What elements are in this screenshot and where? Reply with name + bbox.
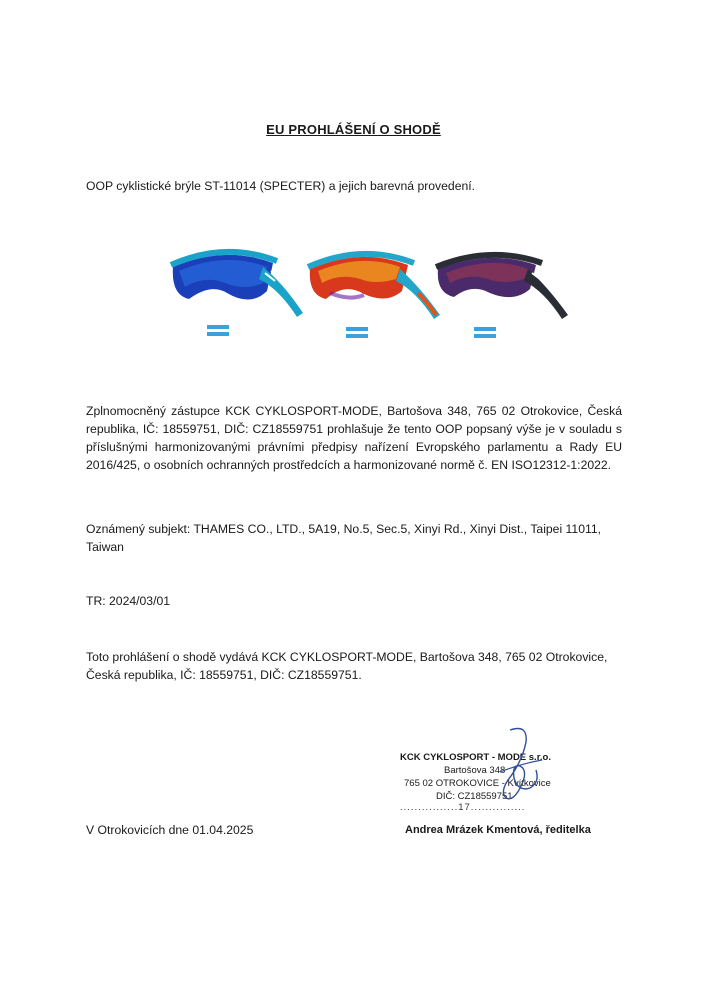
stamp-vat: DIČ: CZ18559751	[436, 791, 513, 802]
stamp-dotted-line: ................17...............	[400, 802, 526, 813]
page-title: EU PROHLÁŠENÍ O SHODĚ	[266, 122, 441, 137]
representative-statement: Zplnomocněný zástupce KCK CYKLOSPORT-MODE, Bartošova 348, 765 02 Otrokovice, Česká republika, IČ: 18559751, DIČ: CZ18559751 prohlašuje že tento OOP popsaný výše je v souladu s příslušnými harmonizovanými právními předpisy nařízení Evropského parlamentu a Rady EU 2016/425, o osobních ochranných prostředcích a harmonizované normě č. EN ISO12312-1:2022.	[86, 404, 622, 472]
place-date: V Otrokovicích dne 01.04.2025	[86, 823, 254, 837]
tr-line: TR: 2024/03/01	[86, 594, 171, 608]
product-description: OOP cyklistické brýle ST-11014 (SPECTER) a jejich barevná provedení.	[86, 179, 476, 193]
glasses-black-image	[418, 243, 578, 355]
stamp-company: KCK CYKLOSPORT - MODE s.r.o.	[400, 752, 551, 763]
signer-name: Andrea Mrázek Kmentová, ředitelka	[405, 824, 591, 836]
handwritten-signature	[470, 722, 560, 807]
stamp-city: 765 02 OTROKOVICE - Kvítkovice	[404, 778, 551, 789]
stamp-street: Bartošova 348	[444, 765, 506, 776]
product-images	[0, 243, 707, 355]
notified-body: Oznámený subjekt: THAMES CO., LTD., 5A19, No.5, Sec.5, Xinyi Rd., Xinyi Dist., Taipei 11011, Taiwan	[86, 522, 602, 554]
issuer-statement: Toto prohlášení o shodě vydává KCK CYKLOSPORT-MODE, Bartošova 348, 765 02 Otrokovice, Česká republika, IČ: 18559751, DIČ: CZ18559751.	[86, 650, 608, 682]
